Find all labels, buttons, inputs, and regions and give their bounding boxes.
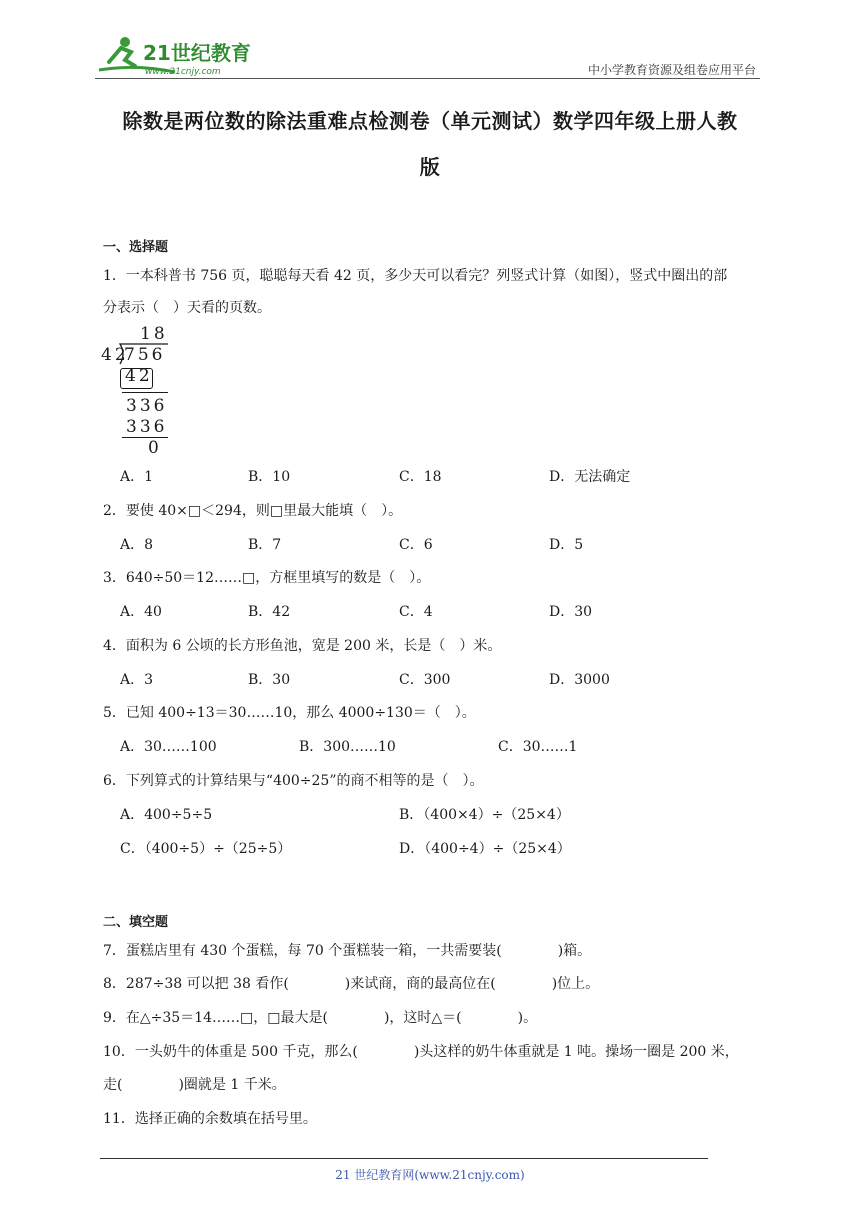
q3-text: 3．640÷50＝12……□，方框里填写的数是（ ）。 (103, 570, 431, 586)
q3-option-d[interactable]: D．30 (549, 604, 593, 620)
page-title: 除数是两位数的除法重难点检测卷（单元测试）数学四年级上册人教 (122, 109, 738, 133)
q6-option-b[interactable]: B．（400×4）÷（25×4） (399, 807, 570, 823)
platform-name: 中小学教育资源及组卷应用平台 (587, 63, 756, 77)
q11-text: 11．选择正确的余数填在括号里。 (103, 1111, 317, 1127)
q4-option-d[interactable]: D．3000 (549, 672, 610, 688)
q8-text: 8．287÷38 可以把 38 看作( )来试商，商的最高位在( )位上。 (103, 976, 600, 992)
q5-option-b[interactable]: B．300……10 (299, 739, 396, 755)
q4-option-a[interactable]: A．3 (120, 672, 154, 688)
divisor: 42 (101, 345, 129, 365)
q2-text: 2．要使 40×□＜294，则□里最大能填（ ）。 (103, 503, 403, 519)
q2-option-c[interactable]: C．6 (399, 537, 433, 553)
section-heading-fill: 二、填空题 (103, 915, 169, 930)
step-product-2: 336 (126, 417, 168, 437)
q3-option-b[interactable]: B．42 (248, 604, 291, 620)
footer-divider (100, 1158, 708, 1159)
q6-option-d[interactable]: D．（400÷4）÷（25×4） (399, 841, 571, 857)
q7-text: 7．蛋糕店里有 430 个蛋糕，每 70 个蛋糕装一箱，一共需要装( )箱。 (103, 943, 592, 959)
section-heading-choice: 一、选择题 (103, 240, 169, 255)
q5-text: 5．已知 400÷13＝30……10，那么 4000÷130＝（ ）。 (103, 705, 476, 721)
q1-option-a[interactable]: A．1 (120, 469, 154, 485)
q10-text-cont: 走( )圈就是 1 千米。 (103, 1077, 286, 1093)
q5-option-a[interactable]: A．30……100 (120, 739, 217, 755)
q1-text-cont: 分表示（ ）天看的页数。 (103, 300, 271, 316)
step-product-1: 42 (125, 366, 153, 386)
q5-option-c[interactable]: C．30……1 (498, 739, 578, 755)
q6-option-c[interactable]: C．（400÷5）÷（25÷5） (120, 841, 292, 857)
logo-url: www.21cnjy.com (145, 67, 221, 77)
q1-option-c[interactable]: C．18 (399, 469, 442, 485)
page-header (95, 34, 760, 80)
q1-text: 1．一本科普书 756 页，聪聪每天看 42 页，多少天可以看完？列竖式计算（如图），竖式中圈出的部 (103, 268, 728, 284)
q1-option-b[interactable]: B．10 (248, 469, 291, 485)
q4-option-b[interactable]: B．30 (248, 672, 291, 688)
dividend: 756 (124, 345, 166, 365)
footer-source[interactable]: 21 世纪教育网(www.21cnjy.com) (335, 1168, 525, 1182)
q2-option-d[interactable]: D．5 (549, 537, 584, 553)
q6-text: 6．下列算式的计算结果与“400÷25”的商不相等的是（ ）。 (103, 773, 484, 789)
q3-option-c[interactable]: C．4 (399, 604, 433, 620)
q2-option-b[interactable]: B．7 (248, 537, 282, 553)
q1-option-d[interactable]: D．无法确定 (549, 469, 631, 485)
q3-option-a[interactable]: A．40 (120, 604, 162, 620)
q9-text: 9．在△÷35＝14……□，□最大是( )，这时△＝( )。 (103, 1010, 538, 1026)
q10-text: 10．一头奶牛的体重是 500 千克，那么( )头这样的奶牛体重就是 1 吨。操场一圈是 200 米， (103, 1044, 739, 1060)
final-remainder: 0 (148, 438, 162, 458)
division-rule (122, 392, 168, 393)
q4-option-c[interactable]: C．300 (399, 672, 451, 688)
q6-option-a[interactable]: A．400÷5÷5 (120, 807, 213, 823)
q2-option-a[interactable]: A．8 (120, 537, 154, 553)
quotient: 18 (140, 324, 168, 344)
site-logo (95, 34, 265, 78)
q4-text: 4．面积为 6 公顷的长方形鱼池，宽是 200 米，长是（ ）米。 (103, 638, 502, 654)
header-divider (95, 78, 760, 79)
page-title-cont: 版 (419, 155, 441, 179)
logo-text: 21世纪教育 (143, 41, 251, 65)
step-remainder-1: 336 (126, 396, 168, 416)
